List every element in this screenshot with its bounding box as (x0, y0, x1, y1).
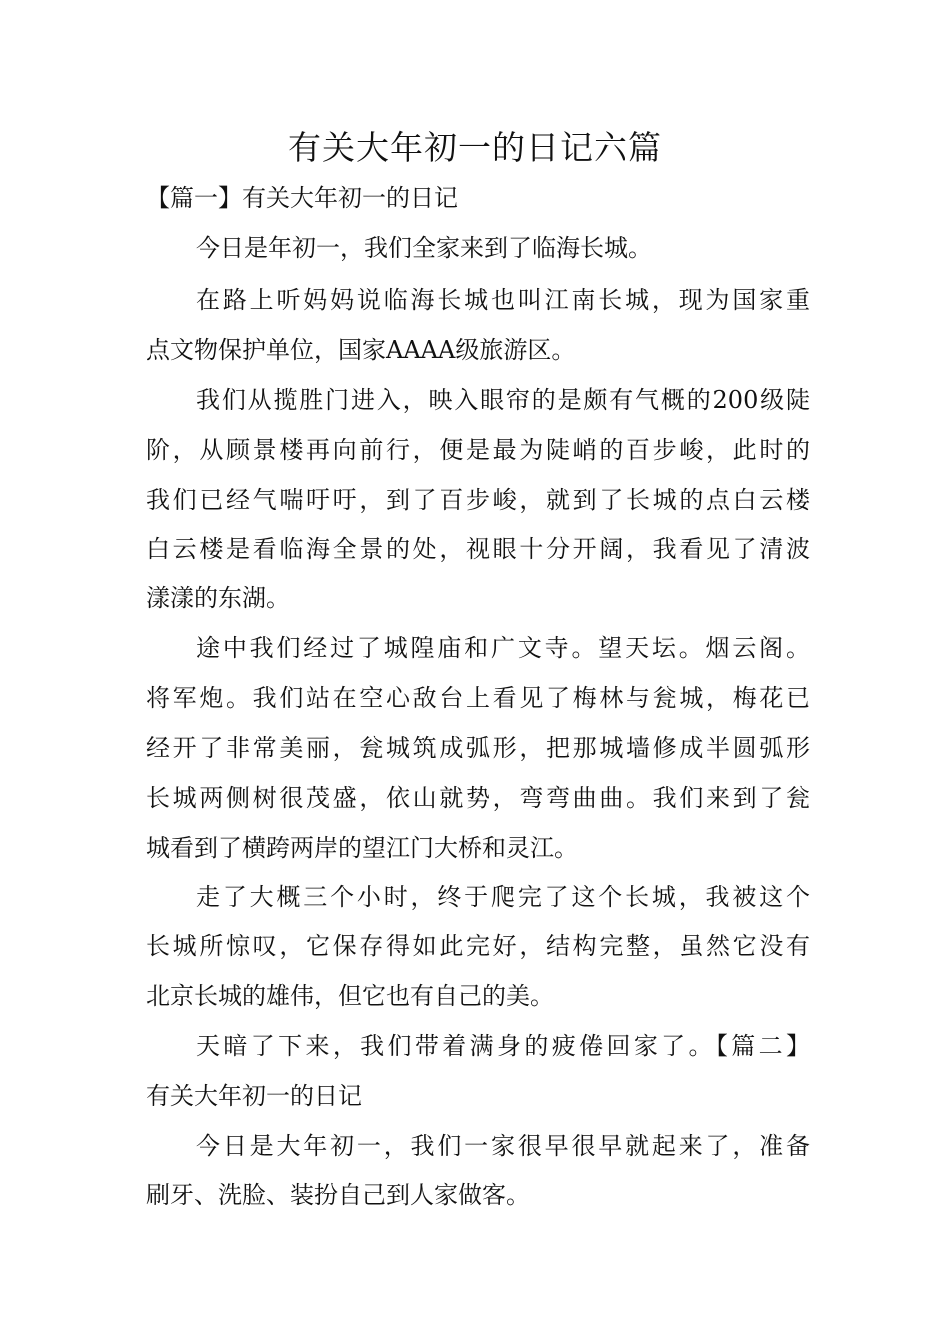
paragraph-line: 漾漾的东湖。 (146, 584, 290, 612)
paragraph-line: 途中我们经过了城隍庙和广文寺。望天坛。烟云阁。 (196, 634, 810, 662)
section-heading: 【篇一】有关大年初一的日记 (146, 184, 458, 212)
paragraph-line: 白云楼是看临海全景的处，视眼十分开阔，我看见了清波 (146, 535, 810, 563)
paragraph-line: 北京长城的雄伟，但它也有自己的美。 (146, 982, 554, 1010)
section-heading: 有关大年初一的日记 (146, 1082, 362, 1110)
paragraph-line: 我们已经气喘吁吁，到了百步峻，就到了长城的点白云楼 (146, 486, 810, 514)
paragraph-line: 走了大概三个小时，终于爬完了这个长城，我被这个 (196, 883, 810, 911)
paragraph-line: 经开了非常美丽，瓮城筑成弧形，把那城墙修成半圆弧形 (146, 734, 810, 762)
paragraph-line: 阶，从顾景楼再向前行，便是最为陡峭的百步峻，此时的 (146, 436, 810, 464)
paragraph-line: 将军炮。我们站在空心敌台上看见了梅林与瓮城，梅花已 (146, 684, 810, 712)
paragraph-line: 城看到了横跨两岸的望江门大桥和灵江。 (146, 834, 578, 862)
paragraph-line: 在路上听妈妈说临海长城也叫江南长城，现为国家重 (196, 286, 810, 314)
document-title: 有关大年初一的日记六篇 (288, 128, 662, 167)
paragraph-line: 长城所惊叹，它保存得如此完好，结构完整，虽然它没有 (146, 932, 810, 960)
paragraph-line: 点文物保护单位，国家AAAA级旅游区。 (146, 336, 576, 364)
paragraph-line: 今日是大年初一，我们一家很早很早就起来了，准备 (196, 1132, 810, 1160)
paragraph-line: 我们从揽胜门进入，映入眼帘的是颇有气概的200级陡 (196, 386, 810, 414)
paragraph-line: 刷牙、洗脸、装扮自己到人家做客。 (146, 1181, 530, 1209)
paragraph-line: 天暗了下来，我们带着满身的疲倦回家了。【篇二】 (196, 1032, 810, 1060)
paragraph-line: 长城两侧树很茂盛，依山就势，弯弯曲曲。我们来到了瓮 (146, 784, 810, 812)
paragraph-line: 今日是年初一，我们全家来到了临海长城。 (196, 234, 652, 262)
